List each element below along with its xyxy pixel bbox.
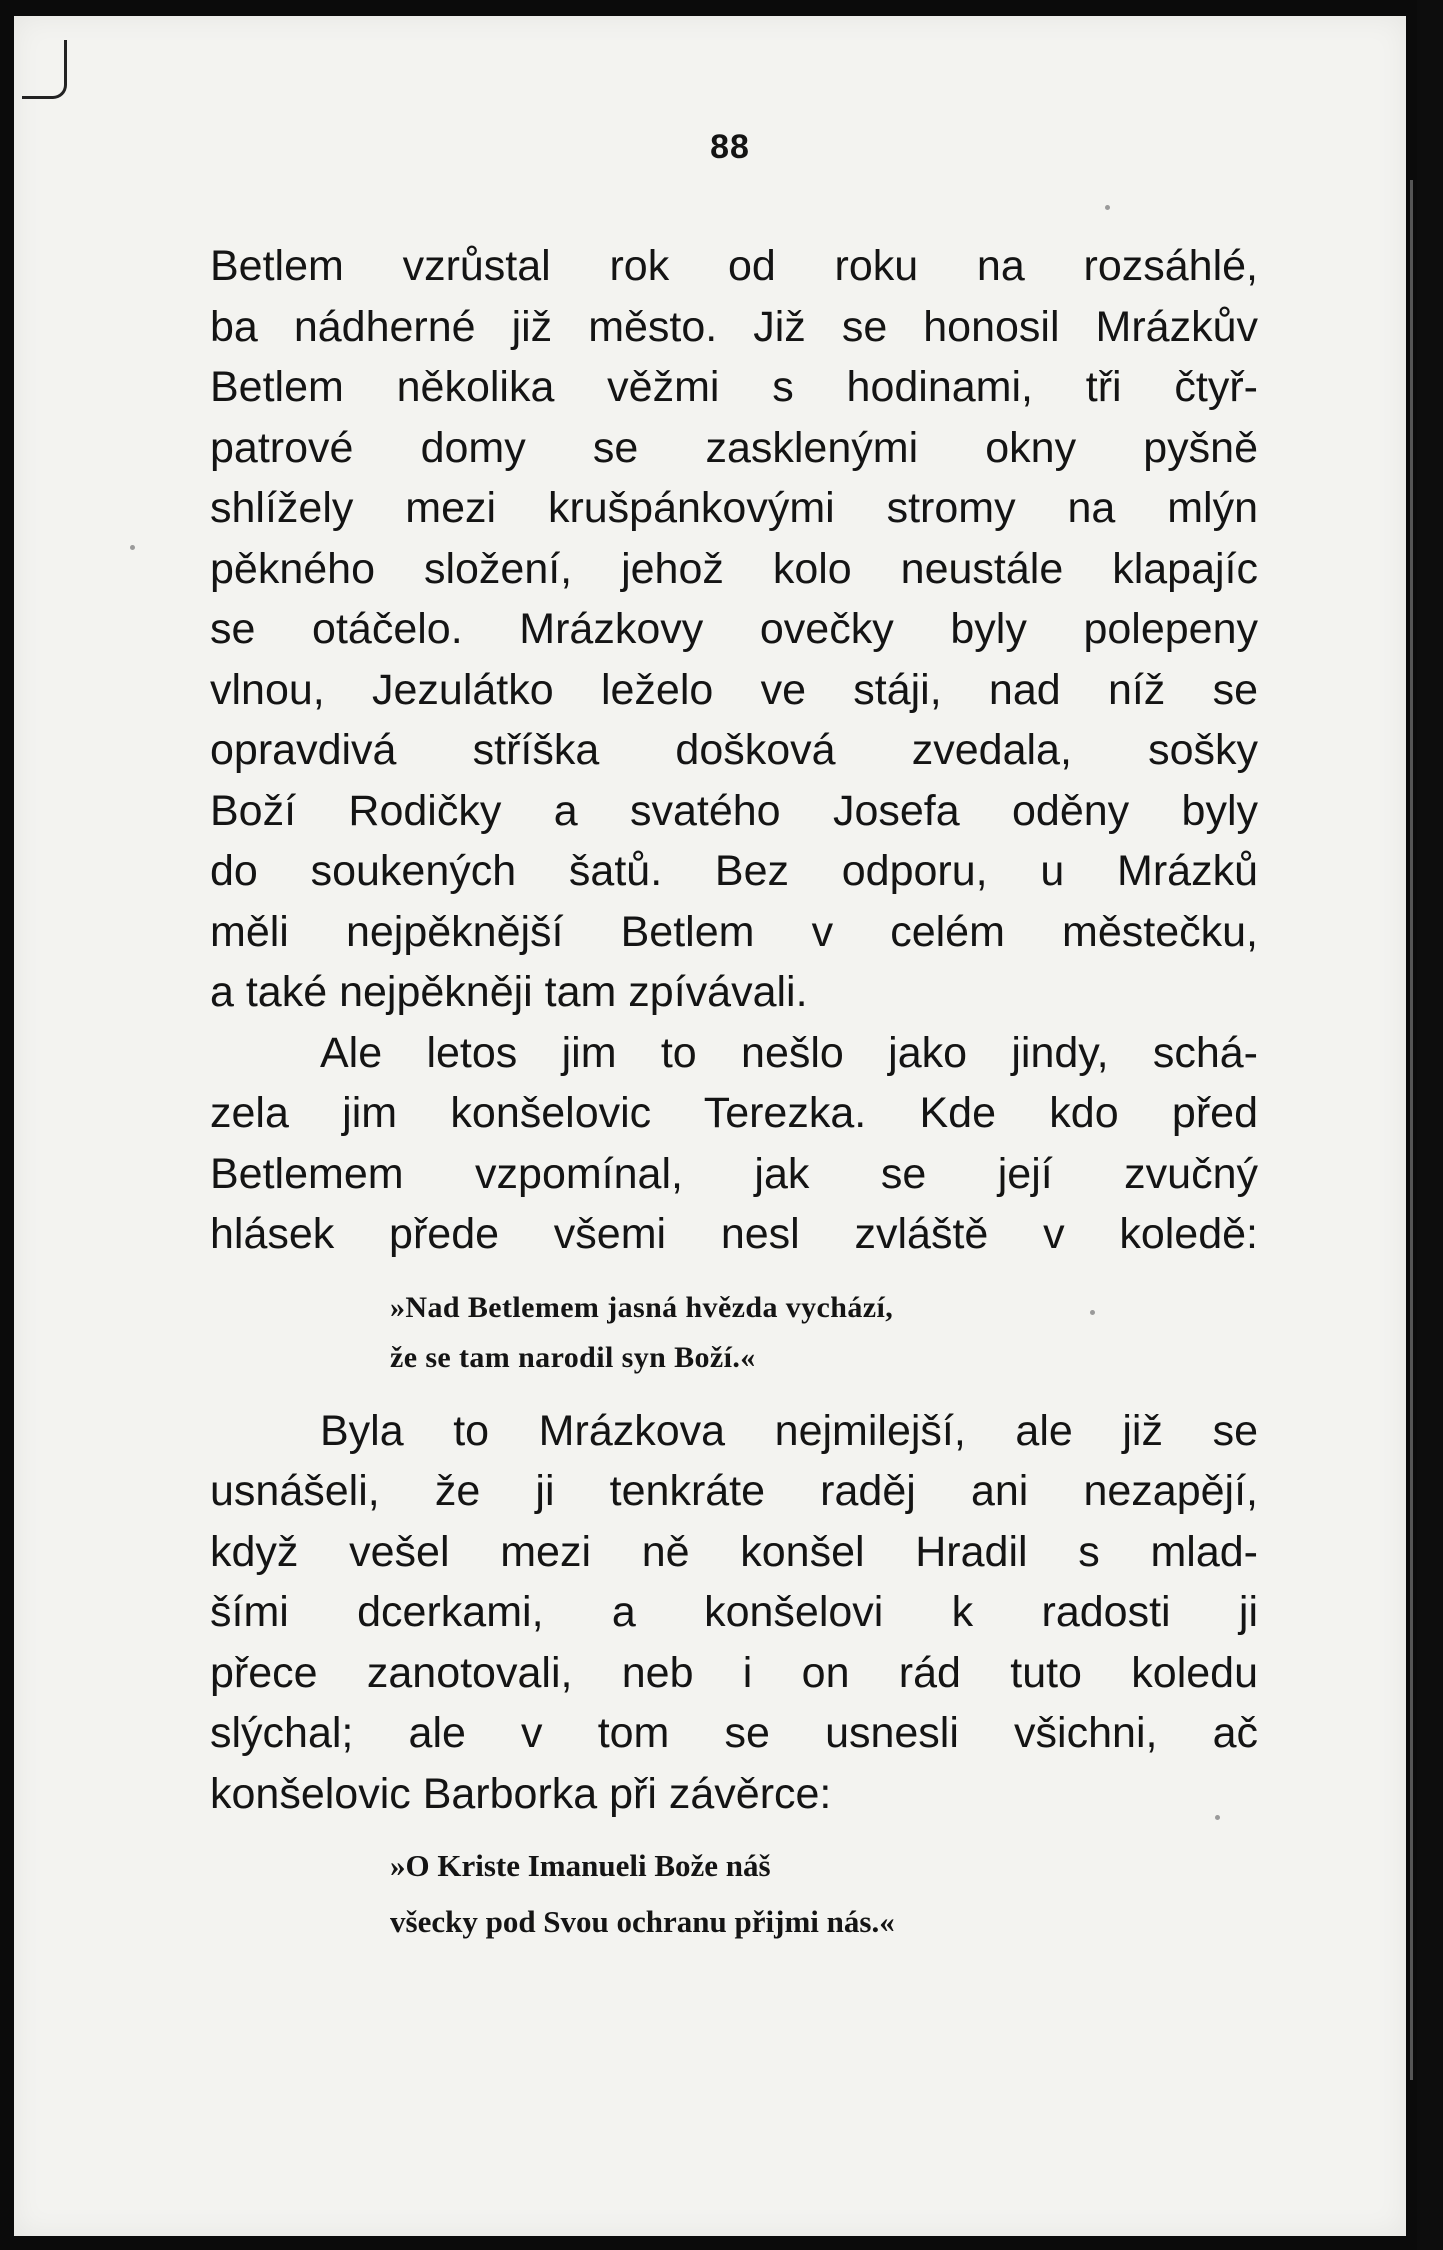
text-line: měli nejpěknější Betlem v celém městečku, xyxy=(210,907,1258,956)
text-line: vlnou, Jezulátko leželo ve stáji, nad níž se xyxy=(210,665,1258,714)
text-line: šími dcerkami, a konšelovi k radosti ji xyxy=(210,1588,1258,1636)
text-line: ba nádherné již město. Již se honosil Mrázkův xyxy=(210,302,1258,351)
text-line: hlásek přede všemi nesl zvláště v koledě: xyxy=(210,1210,1258,1258)
paragraph-2 xyxy=(210,1023,1258,1265)
text-line: Betlemem vzpomínal, jak se její zvučný xyxy=(210,1149,1258,1198)
paragraph-3 xyxy=(210,1401,1258,1825)
body-text xyxy=(210,236,1258,1950)
paragraph-1 xyxy=(210,236,1258,1023)
text-line: usnášeli, že ji tenkráte raděj ani nezapějí, xyxy=(210,1467,1258,1515)
text-line: do soukených šatů. Bez odporu, u Mrázků xyxy=(210,847,1258,895)
text-line: a také nejpěkněji tam zpívávali. xyxy=(210,968,808,1016)
page-edge-line xyxy=(1410,180,1413,2080)
text-line: konšelovic Barborka při závěrce: xyxy=(210,1769,832,1818)
verse-quote-1 xyxy=(390,1283,1258,1383)
text-line: Betlem vzrůstal rok od roku na rozsáhlé, xyxy=(210,242,1258,290)
text-line: přece zanotovali, neb i on rád tuto koledu xyxy=(210,1648,1258,1697)
verse-quote-2 xyxy=(390,1838,1258,1950)
text-line: opravdivá stříška došková zvedala, sošky xyxy=(210,726,1258,774)
scan-speck xyxy=(1105,205,1110,210)
text-line: Boží Rodičky a svatého Josefa oděny byly xyxy=(210,786,1258,835)
text-line: se otáčelo. Mrázkovy ovečky byly polepeny xyxy=(210,605,1258,653)
text-line: zela jim konšelovic Terezka. Kde kdo před xyxy=(210,1089,1258,1137)
text-line: když vešel mezi ně konšel Hradil s mlad- xyxy=(210,1527,1258,1576)
verse-line: všecky pod Svou ochranu přijmi nás.« xyxy=(390,1904,895,1939)
verse-line: »O Kriste Imanueli Bože náš xyxy=(390,1848,771,1883)
page-corner-fold xyxy=(22,40,67,99)
verse-line: že se tam narodil syn Boží.« xyxy=(390,1340,756,1374)
text-line: shlížely mezi krušpánkovými stromy na mlýn xyxy=(210,484,1258,532)
text-line: slýchal; ale v tom se usnesli všichni, ač xyxy=(210,1709,1258,1757)
scan-speck xyxy=(130,545,135,550)
page-binding-edge xyxy=(1417,0,1443,2250)
text-line: Byla to Mrázkova nejmilejší, ale již se xyxy=(320,1406,1258,1455)
page-number: 88 xyxy=(710,128,750,166)
text-line: patrové domy se zasklenými okny pyšně xyxy=(210,423,1258,472)
text-line: Ale letos jim to nešlo jako jindy, schá- xyxy=(320,1028,1258,1077)
text-line: pěkného složení, jehož kolo neustále klapajíc xyxy=(210,544,1258,593)
verse-line: »Nad Betlemem jasná hvězda vychází, xyxy=(390,1290,894,1324)
text-line: Betlem několika věžmi s hodinami, tři čtyř- xyxy=(210,363,1258,411)
